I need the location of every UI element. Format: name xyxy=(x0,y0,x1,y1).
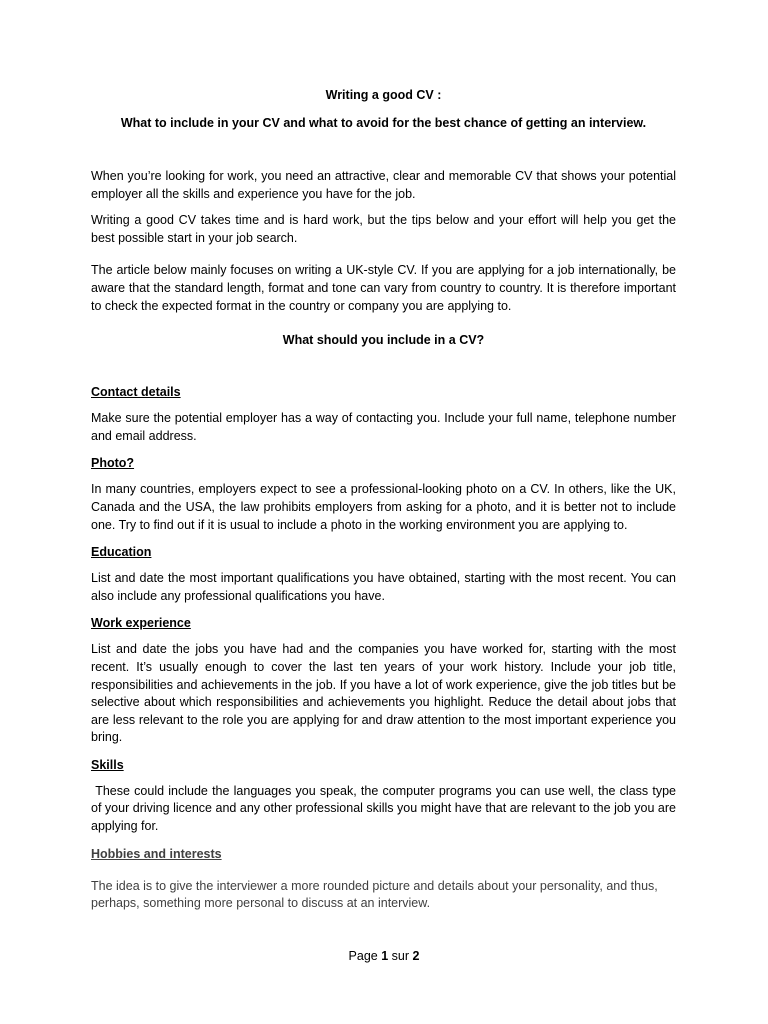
section-heading-skills: Skills xyxy=(91,757,124,772)
section-text-skills: These could include the languages you speak, the computer programs you can use well, the class type of your driving licence and any other professional skills you might have that are relevant to the job you are applying for. xyxy=(91,783,680,834)
intro-paragraph: Writing a good CV takes time and is hard work, but the tips below and your effort will help you get the best possible start in your job search. xyxy=(91,213,676,245)
document-page xyxy=(91,86,680,913)
section-question: What should you include in a CV? xyxy=(282,333,485,348)
section-heading-contact-details: Contact details xyxy=(91,385,181,400)
footer-page-word: Page xyxy=(348,949,378,963)
footer-current-page: 1 xyxy=(381,949,389,963)
section-heading-hobbies: Hobbies and interests xyxy=(91,846,222,861)
section-text-photo: In many countries, employers expect to see a professional-looking photo on a CV. In others, like the UK, Canada and the USA, the law prohibits employers from asking for a photo, and it is better not to include one. Try to find out if it is usual to include a photo in the working environment you are applying to. xyxy=(91,482,676,532)
section-text-hobbies: The idea is to give the interviewer a more rounded picture and details about your personality, and thus, perhaps, something more personal to discuss at an interview. xyxy=(91,878,658,911)
section-text-contact-details: Make sure the potential employer has a way of contacting you. Include your full name, telephone number and email address. xyxy=(91,411,676,443)
intro-paragraph: When you’re looking for work, you need an attractive, clear and memorable CV that shows your potential employer all the skills and experience you have for the job. xyxy=(91,169,676,201)
document-title: Writing a good CV : xyxy=(325,88,442,102)
section-text-education: List and date the most important qualifications you have obtained, starting with the most recent. You can also include any professional qualifications you have. xyxy=(91,571,676,603)
section-heading-education: Education xyxy=(91,545,152,560)
section-text-work-experience: List and date the jobs you have had and the companies you have worked for, starting with the most recent. It’s usually enough to cover the last ten years of your work history. Include your job title, responsibilities and achievements in the job. If you have a lot of work experience, give the job titles but be selective about which responsibilities and achievements you highlight. Reduce the detail about jobs that are less relevant to the role you are applying for and draw attention to the most important experience you bring. xyxy=(91,642,676,745)
page-footer xyxy=(0,947,768,965)
footer-total-pages: 2 xyxy=(412,949,420,963)
section-heading-work-experience: Work experience xyxy=(91,616,191,631)
section-heading-photo: Photo? xyxy=(91,456,135,471)
document-subtitle: What to include in your CV and what to avoid for the best chance of getting an interview. xyxy=(120,116,647,130)
intro-paragraph: The article below mainly focuses on writing a UK-style CV. If you are applying for a job internationally, be aware that the standard length, format and tone can vary from country to country. It is therefore important to check the expected format in the country or company you are applying to. xyxy=(91,263,676,313)
footer-sep-word: sur xyxy=(391,949,410,963)
